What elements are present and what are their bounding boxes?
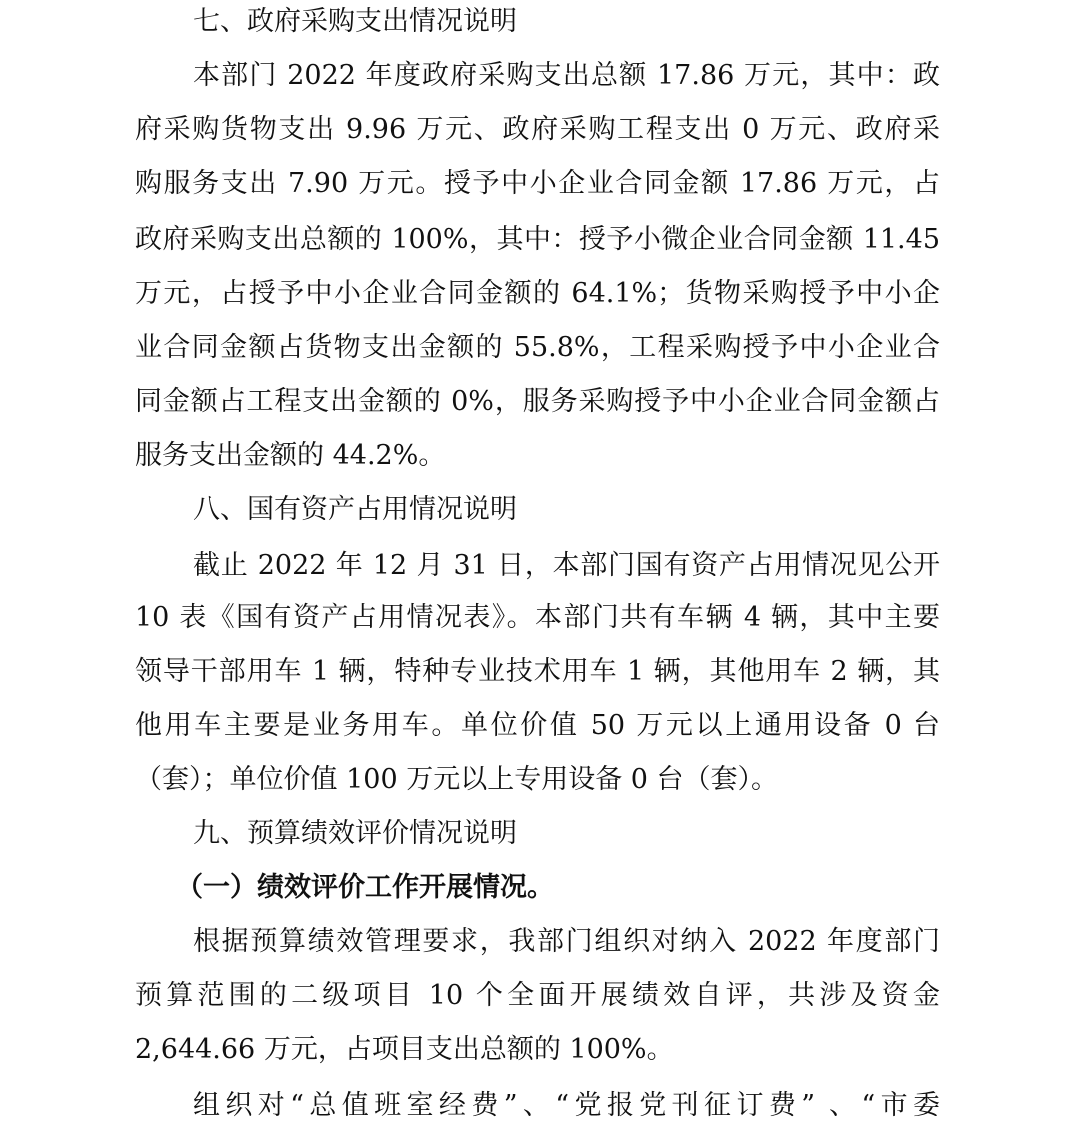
paragraph-line: 10 表《国有资产占用情况表》。本部门共有车辆 4 辆，其中主要 [135, 602, 940, 633]
paragraph-line: 府采购货物支出 9.96 万元、政府采购工程支出 0 万元、政府采 [135, 114, 940, 145]
paragraph-line: 政府采购支出总额的 100%，其中：授予小微企业合同金额 11.45 [135, 224, 940, 255]
paragraph-line: 组织对“总值班室经费”、“党报党刊征订费” 、“市委 [193, 1090, 940, 1121]
subsection-heading: （一）绩效评价工作开展情况。 [176, 872, 554, 903]
paragraph-line: 预算范围的二级项目 10 个全面开展绩效自评，共涉及资金 [135, 980, 940, 1011]
section-heading: 七、政府采购支出情况说明 [193, 6, 517, 37]
section-heading: 九、预算绩效评价情况说明 [193, 818, 517, 849]
paragraph-line: 截止 2022 年 12 月 31 日，本部门国有资产占用情况见公开 [193, 550, 940, 581]
paragraph-line: 业合同金额占货物支出金额的 55.8%，工程采购授予中小企业合 [135, 332, 940, 363]
paragraph-line: 购服务支出 7.90 万元。授予中小企业合同金额 17.86 万元，占 [135, 168, 940, 199]
paragraph-line: 根据预算绩效管理要求，我部门组织对纳入 2022 年度部门 [193, 926, 940, 957]
paragraph-line: 领导干部用车 1 辆，特种专业技术用车 1 辆，其他用车 2 辆，其 [135, 656, 940, 687]
paragraph-line: 服务支出金额的 44.2%。 [135, 440, 446, 471]
paragraph-line: 同金额占工程支出金额的 0%，服务采购授予中小企业合同金额占 [135, 386, 940, 417]
paragraph-line: 本部门 2022 年度政府采购支出总额 17.86 万元，其中：政 [193, 60, 940, 91]
paragraph-line: 万元，占授予中小企业合同金额的 64.1%；货物采购授予中小企 [135, 278, 940, 309]
paragraph-line: 2,644.66 万元，占项目支出总额的 100%。 [135, 1034, 674, 1065]
paragraph-line: （套）；单位价值 100 万元以上专用设备 0 台（套）。 [135, 764, 779, 795]
paragraph-line: 他用车主要是业务用车。单位价值 50 万元以上通用设备 0 台 [135, 710, 940, 741]
section-heading: 八、国有资产占用情况说明 [193, 494, 517, 525]
